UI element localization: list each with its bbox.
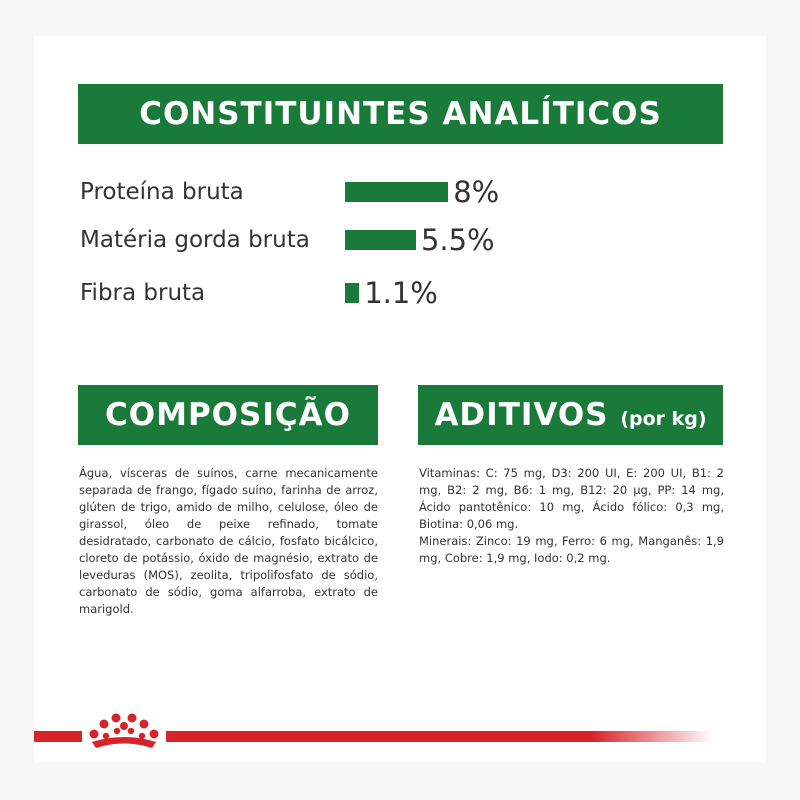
analytic-row-bar	[345, 182, 448, 202]
additives-banner	[418, 385, 723, 445]
analytic-row-label: Proteína bruta	[80, 179, 244, 205]
analytic-constituents-title: CONSTITUINTES ANALÍTICOS	[139, 96, 662, 132]
analytic-row-value: 5.5%	[420, 223, 495, 257]
analytic-row-value: 8%	[453, 175, 500, 209]
composition-text: Água, vísceras de suínos, carne mecanicamente separada de frango, fígado suíno, farinha de arroz, glúten de trigo, amido de milho, celulose, óleo de girassol, óleo de peixe refinado, tomate desidratado, carbonato de cálcio, fosfato bicálcico, cloreto de potássio, óxido de magnésio, extrato de leveduras (MOS), zeolita, tripolifosfato de sódio, carbonato de sódio, goma alfarroba, extrato de marigold.	[79, 466, 378, 616]
analytic-constituents-banner	[78, 84, 723, 144]
analytic-row-bar	[345, 230, 416, 250]
analytic-row-value: 1.1%	[364, 276, 438, 310]
analytic-row-label: Fibra bruta	[80, 280, 206, 306]
analytic-row-label: Matéria gorda bruta	[80, 227, 310, 253]
analytic-row-bar	[345, 283, 359, 303]
additives-title: ADITIVOS	[434, 397, 609, 433]
analytic-row-fiber	[0, 273, 800, 313]
additives-vitamins: Vitaminas: C: 75 mg, D3: 200 UI, E: 200 UI, B1: 2 mg, B2: 2 mg, B6: 1 mg, B12: 20 µg, PP: 14 mg, Ácido pantotênico: 10 mg, Ácido fólico: 0,3 mg, Biotina: 0,06 mg.	[419, 466, 724, 531]
additives-minerals: Minerais: Zinco: 19 mg, Ferro: 6 mg, Manganês: 1,9 mg, Cobre: 1,9 mg, Iodo: 0,2 mg.	[419, 534, 724, 565]
additives-text	[419, 465, 724, 567]
analytic-row-protein	[0, 172, 800, 212]
composition-title: COMPOSIÇÃO	[105, 397, 351, 433]
analytic-row-fat	[0, 220, 800, 260]
royal-crown-logo-icon	[82, 706, 166, 756]
composition-banner	[78, 385, 378, 445]
additives-subtitle: (por kg)	[620, 408, 707, 430]
